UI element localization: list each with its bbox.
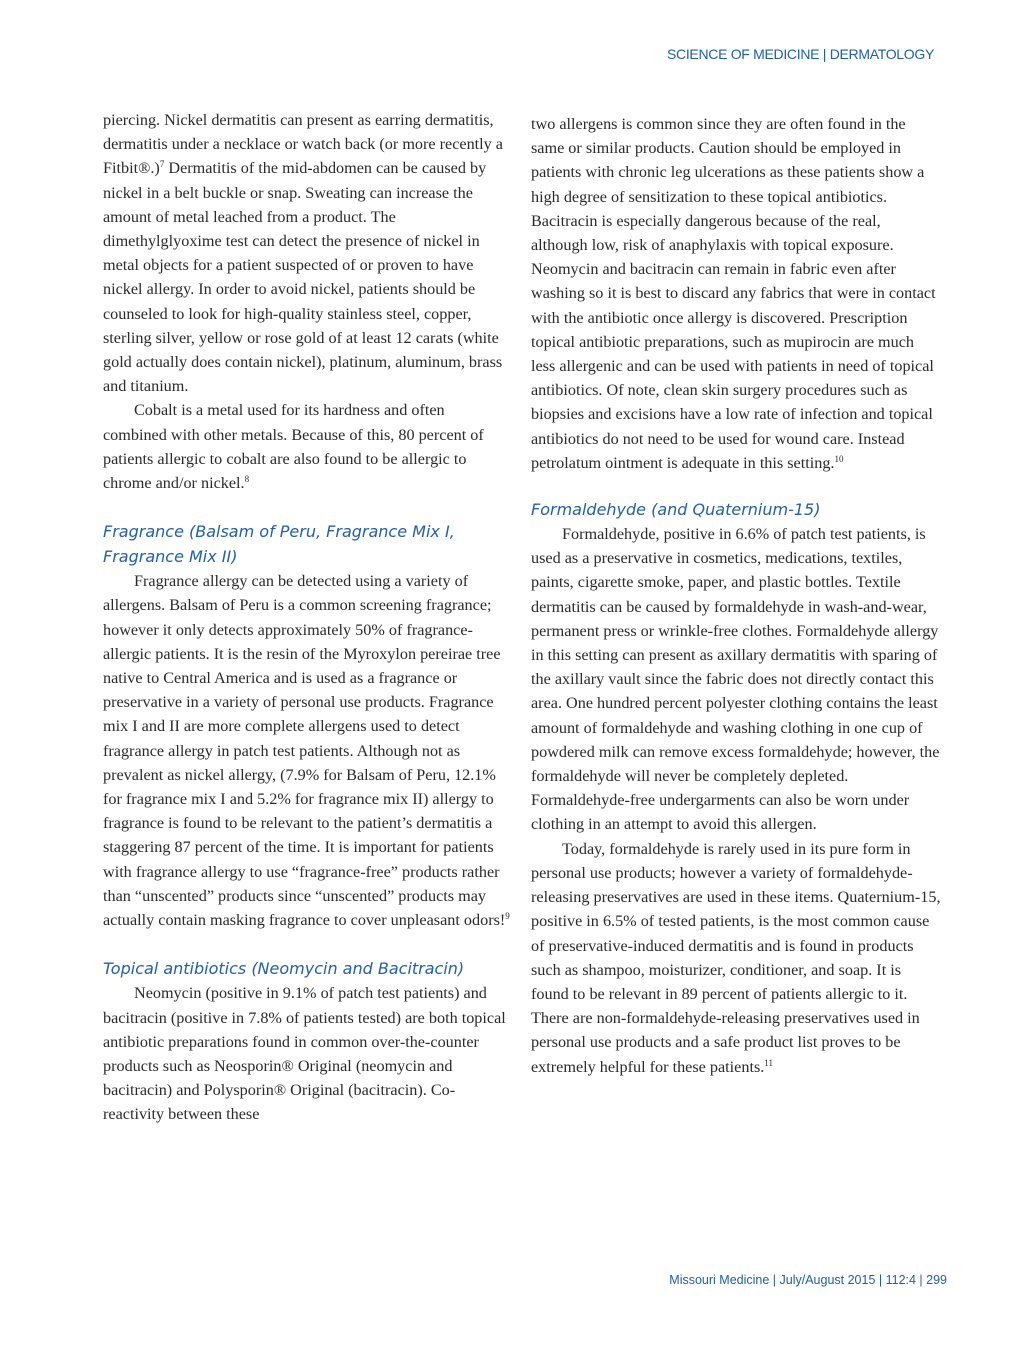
paragraph-antibiotics: Neomycin (positive in 9.1% of patch test patients) and bacitracin (positive in 7.8% of patients tested) are both topical antibiotic preparations found in common over-the-counter products such as Neosporin® Original (neomycin and bacitracin) and Polysporin® Original (bacitracin). Co-reactivity between these <box>103 984 506 1124</box>
citation-ref: 8 <box>244 474 250 485</box>
paragraph-text: two allergens is common since they are often found in the same or similar products. Caution should be employed in patients with chronic leg ulcerations as these patients show a high degree of sensitization to these topical antibiotics. Bacitracin is especially dangerous because of the real, although low, risk of anaphylaxis with topical exposure. Neomycin and bacitracin can remain in fabric even after washing so it is best to discard any fabrics that were in contact with the antibiotic once allergy is discovered. Prescription topical antibiotic preparations, such as mupirocin are much less allergenic and can be used with patients in need of topical antibiotics. Of note, clean skin surgery procedures such as biopsies and excisions have a low rate of infection and topical antibiotics do not need to be used for wound care. Instead petrolatum ointment is adequate in this setting. <box>531 115 936 472</box>
paragraph-text: piercing. Nickel dermatitis can present as earring dermatitis, dermatitis under a necklace or watch back (or more recently a Fitbit®.) <box>103 111 503 178</box>
paragraph-fragrance <box>103 569 511 932</box>
citation-ref: 9 <box>505 911 510 922</box>
paragraph-text: Cobalt is a metal used for its hardness and often combined with other metals. Because of this, 80 percent of patients allergic to cobalt are also found to be allergic to chrome and/or nickel. <box>103 401 484 493</box>
citation-ref: 7 <box>159 159 165 170</box>
citation-ref: 11 <box>764 1057 773 1068</box>
paragraph-text: Fragrance allergy can be detected using a variety of allergens. Balsam of Peru is a common screening fragrance; however it only detects approximately 50% of fragrance-allergic patients. It is the resin of the Myroxylon pereirae tree native to Central America and is used as a fragrance or preservative in a variety of personal use products. Fragrance mix I and II are more complete allergens used to detect fragrance allergy in patch test patients. Although not as prevalent as nickel allergy, (7.9% for Balsam of Peru, 12.1% for fragrance mix I and 5.2% for fragrance mix II) allergy to fragrance is found to be relevant to the patient’s dermatitis a staggering 87 percent of the time. It is important for patients with fragrance allergy to use “fragrance-free” products rather than “unscented” products since “unscented” products may actually contain masking fragrance to cover unpleasant odors! <box>103 572 506 930</box>
right-column <box>531 112 941 1079</box>
citation-ref: 10 <box>834 453 844 464</box>
paragraph-text: Dermatitis of the mid-abdomen can be caused by nickel in a belt buckle or snap. Sweating can increase the amount of metal leached from a product. The dimethylglyoxime test can detect the presence of nickel in metal objects for a patient suspected of or proven to have nickel allergy. In order to avoid nickel, patients should be counseled to look for high-quality stainless steel, copper, sterling silver, yellow or rose gold of at least 12 carats (white gold actually does contain nickel), platinum, aluminum, brass and titanium. <box>103 159 503 396</box>
paragraph-antibiotics-cont <box>531 112 941 475</box>
section-heading-antibiotics: Topical antibiotics (Neomycin and Bacitracin) <box>103 959 465 979</box>
left-column <box>103 108 511 1127</box>
paragraph-cobalt <box>103 398 511 495</box>
paragraph-quaternium <box>531 837 941 1079</box>
section-heading-fragrance: Fragrance (Balsam of Peru, Fragrance Mix I, Fragrance Mix II) <box>103 522 455 567</box>
running-header: SCIENCE OF MEDICINE | DERMATOLOGY <box>666 46 934 62</box>
paragraph-text: Today, formaldehyde is rarely used in its pure form in personal use products; however a variety of formaldehyde-releasing preservatives are used in these items. Quaternium-15, positive in 6.5% of tested patients, is the most common cause of preservative-induced dermatitis and is found in products such as shampoo, moisturizer, conditioner, and soap. It is found to be relevant in 89 percent of patients allergic to it. There are non-formaldehyde-releasing preservatives used in personal use products and a safe product list proves to be extremely helpful for these patients. <box>531 839 941 1076</box>
paragraph-nickel <box>103 108 511 398</box>
paragraph-formaldehyde: Formaldehyde, positive in 6.6% of patch test patients, is used as a preservative in cosmetics, medications, textiles, paints, cigarette smoke, paper, and plastic bottles. Textile dermatitis can be caused by formaldehyde in wash-and-wear, permanent press or wrinkle-free clothes. Formaldehyde allergy in this setting can present as axillary dermatitis with sparing of the axillary vault since the fabric does not directly contact this area. One hundred percent polyester clothing contains the least amount of formaldehyde and washing clothing in one cup of powdered milk can remove excess formaldehyde; however, the formaldehyde will never be completely depleted. Formaldehyde-free undergarments can also be worn under clothing in an attempt to avoid this allergen. <box>531 525 940 834</box>
page-footer: Missouri Medicine | July/August 2015 | 112:4 | 299 <box>669 1273 947 1287</box>
section-heading-formaldehyde: Formaldehyde (and Quaternium-15) <box>531 500 821 520</box>
